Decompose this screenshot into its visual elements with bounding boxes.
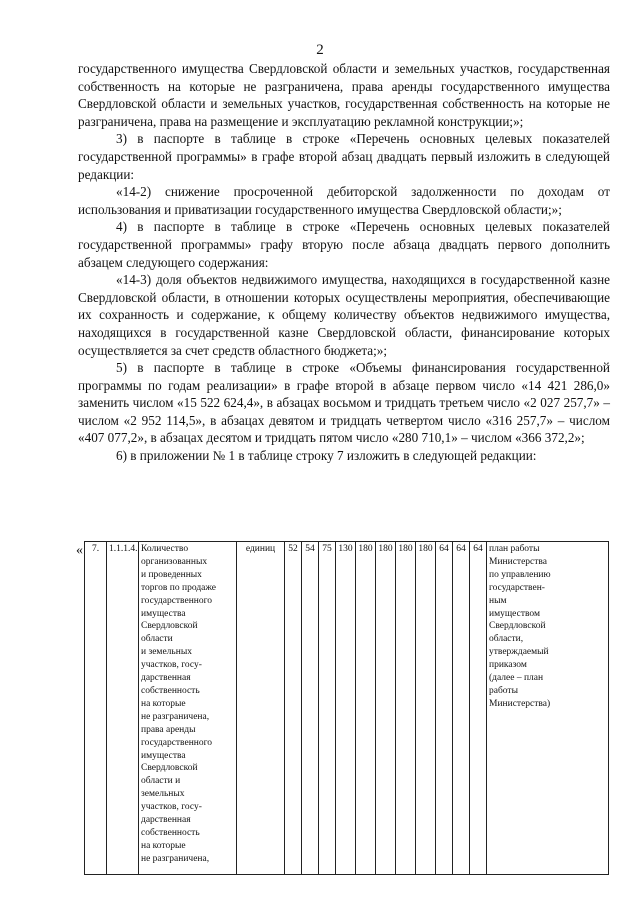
value-cell: 54 (302, 542, 319, 875)
cell-line: имущества (141, 608, 186, 619)
cell-line: Министерства (489, 556, 547, 567)
cell-line: собственность (141, 827, 200, 838)
indicator-name-cell (139, 542, 237, 875)
value-cell: 180 (356, 542, 376, 875)
cell-line: имущества (141, 750, 186, 761)
paragraph: 5) в паспорте в таблице в строке «Объемы финансирования государственной программы по годам реализации» в графе второй в абзаце первом число «14 421 286,0» заменить числом «15 522 624,4», в абзацах восьмом и тридцать третьем число «2 027 257,7» – числом «2 952 114,5», в абзацах девятом и тридцать четвертом число «316 257,7» – числом «407 077,2», в абзацах десятом и тридцать пятом число «280 710,1» – числом «366 372,2»; (78, 360, 610, 446)
cell-line: области и (141, 776, 181, 787)
cell-line: государствен- (489, 582, 545, 593)
cell-line: земельных (141, 789, 185, 800)
cell-line: и проведенных (141, 569, 202, 580)
paragraph: «14-3) доля объектов недвижимого имущества, находящихся в государственной казне Свердловской области, в отношении которых осуществлены мероприятия, обеспечивающие их сохранность и содержание, к общему количеству объектов недвижимого имущества, находящихся в государственной казне Свердловской области, финансирование которых осуществляется за счет средств областного бюджета;»; (78, 272, 610, 358)
cell-line: государственного (141, 737, 213, 748)
cell-line: ным (489, 595, 507, 606)
table-open-quote: « (76, 543, 83, 558)
paragraph: 4) в паспорте в таблице в строке «Перечень основных целевых показателей государственной программы» графу вторую после абзаца двадцать первого дополнить абзацем следующего содержания: (78, 219, 610, 270)
cell-line: утверждаемый (489, 647, 549, 658)
row-number-cell: 7. (85, 542, 107, 875)
cell-line: не разграничена, (141, 853, 210, 864)
source-cell (487, 542, 609, 875)
cell-line: план работы (489, 544, 540, 554)
program-table (84, 541, 609, 875)
value-cell: 180 (416, 542, 436, 875)
value-cell: 64 (436, 542, 453, 875)
cell-line: торгов по продаже (141, 582, 217, 593)
paragraph: «14-2) снижение просроченной дебиторской задолженности по доходам от использования и приватизации государственного имущества Свердловской области;»; (78, 184, 610, 217)
paragraph: 3) в паспорте в таблице в строке «Перечень основных целевых показателей государственной программы» в графе второй абзац двадцать первый изложить в следующей редакции: (78, 131, 610, 182)
table-row (85, 542, 609, 875)
cell-line: Свердловской (489, 621, 546, 632)
value-cell: 75 (319, 542, 336, 875)
cell-line: не разграничена, (141, 711, 210, 722)
cell-line: участков, госу- (141, 802, 202, 813)
value-cell: 64 (470, 542, 487, 875)
paragraph: государственного имущества Свердловской области и земельных участков, государственная собственность на которые не разграничена, права аренды государственного имущества Свердловской области и земельных участков, государственная собственность на которые не разграничена, права на размещение и эксплуатацию рекламной конструкции;»; (78, 61, 610, 129)
cell-line: (далее – план (489, 673, 544, 684)
body-text (78, 60, 610, 465)
cell-line: по управлению (489, 569, 551, 580)
cell-line: собственность (141, 685, 200, 696)
cell-line: дарственная (141, 815, 191, 826)
cell-line: организованных (141, 556, 208, 567)
cell-line: области, (489, 634, 524, 645)
cell-line: права аренды (141, 724, 196, 735)
value-cell: 180 (396, 542, 416, 875)
unit-cell: единиц (237, 542, 285, 875)
cell-line: Свердловской (141, 763, 198, 774)
value-cell: 64 (453, 542, 470, 875)
cell-line: Свердловской (141, 621, 198, 632)
value-cell: 180 (376, 542, 396, 875)
cell-line: на которые (141, 840, 186, 851)
cell-line: области (141, 634, 173, 645)
cell-line: Количество (141, 544, 189, 554)
cell-line: имуществом (489, 608, 540, 619)
cell-line: и земельных (141, 647, 192, 658)
value-cell: 52 (285, 542, 302, 875)
cell-line: на которые (141, 698, 186, 709)
page-number: 2 (316, 42, 324, 58)
cell-line: приказом (489, 660, 527, 671)
cell-line: государственного (141, 595, 213, 606)
cell-line: Министерства) (489, 698, 551, 709)
cell-line: дарственная (141, 673, 191, 684)
code-cell: 1.1.1.4. (107, 542, 139, 875)
cell-line: работы (489, 685, 518, 696)
paragraph: 6) в приложении № 1 в таблице строку 7 изложить в следующей редакции: (116, 448, 537, 464)
cell-line: участков, госу- (141, 660, 202, 671)
value-cell: 130 (336, 542, 356, 875)
